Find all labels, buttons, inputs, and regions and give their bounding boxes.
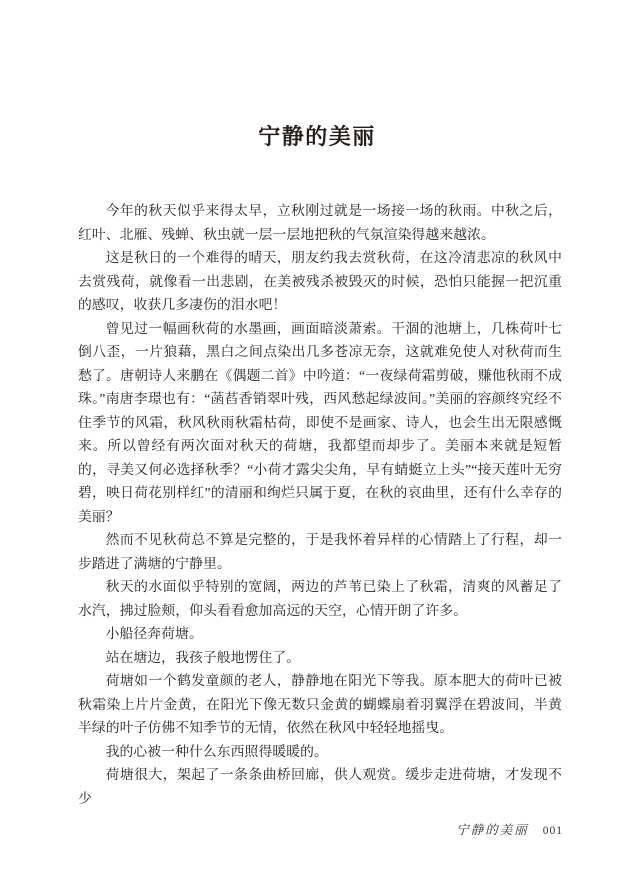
paragraph: 曾见过一幅画秋荷的水墨画，画面暗淡萧索。干涸的池塘上，几株荷叶七倒八歪，一片狼藉，黑白之间点染出几多苍凉无奈，这就难免使人对秋荷而生愁了。唐朝诗人来鹏在《偶题二首》中吟道：“一夜绿荷霜剪破，赚他秋雨不成珠。”南唐李璟也有：“菡萏香销翠叶残，西风愁起绿波间。”美丽的容颜终究经不住季节的风霜，秋风秋雨秋霜枯荷，即使不是画家、诗人，也会生出无限感慨来。所以曾经有两次面对秋天的荷塘，我都望而却步了。美丽本来就是短暂的，寻美又何必选择秋季？“小荷才露尖尖角，早有蜻蜓立上头”“接天莲叶无穷碧，映日荷花别样红”的清丽和绚烂只属于夏，在秋的哀曲里，还有什么幸存的美丽？ [78,320,562,524]
paragraph: 我的心被一种什么东西照得暖暖的。 [105,743,328,759]
paragraph: 秋天的水面似乎特别的宽阔，两边的芦苇已染上了秋霜，清爽的风蓄足了水汽，拂过脸颊，仰头看看愈加高远的天空，心情开朗了许多。 [78,579,562,618]
paragraph: 站在塘边，我孩子般地愣住了。 [105,649,301,665]
page-title: 宁静的美丽 [258,124,376,149]
article-body [78,199,562,810]
paragraph: 荷塘很大，架起了一条条曲桥回廊，供人观赏。缓步走进荷塘，才发现不少 [78,767,562,806]
page-footer [456,820,563,838]
paragraph: 今年的秋天似乎来得太早，立秋刚过就是一场接一场的秋雨。中秋之后，红叶、北雁、残蝉、秋虫就一层一层地把秋的气氛渲染得越来越浓。 [78,203,562,242]
paragraph: 然而不见秋荷总不算是完整的，于是我怀着异样的心情踏上了行程，却一步踏进了满塘的宁静里。 [78,532,562,571]
footer-page-number: 001 [542,825,563,837]
paragraph: 小船径奔荷塘。 [105,626,203,641]
paragraph: 这是秋日的一个难得的晴天，朋友约我去赏秋荷，在这冷清悲凉的秋风中去赏残荷，就像看一出悲剧，在美被残杀被毁灭的时候，恐怕只能握一把沉重的感叹，收获几多凄伤的泪水吧！ [78,250,562,312]
footer-running-title: 宁静的美丽 [456,823,529,837]
paragraph: 荷塘如一个鹤发童颜的老人，静静地在阳光下等我。原本肥大的荷叶已被秋霜染上片片金黄，在阳光下像无数只金黄的蝴蝶扇着羽翼浮在碧波间，半黄半绿的叶子仿佛不知季节的无情，依然在秋风中轻轻地摇曳。 [78,673,562,735]
